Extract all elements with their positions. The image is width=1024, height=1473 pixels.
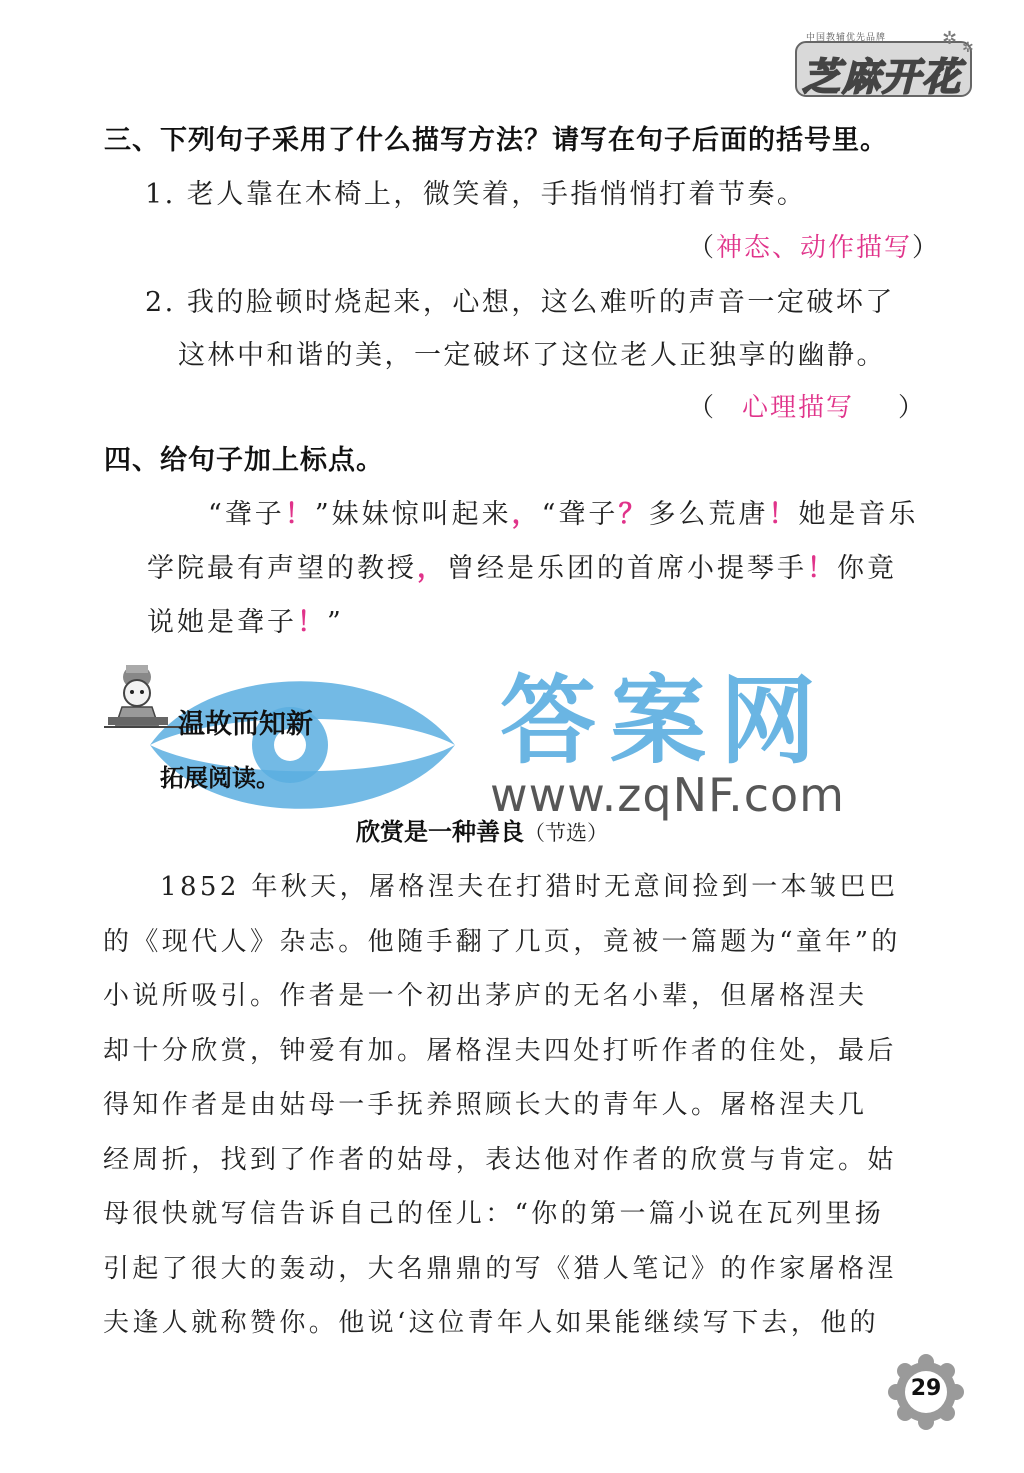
review-banner-title: 温故而知新 [178, 709, 313, 740]
section4-heading: 四、给句子加上标点。 [104, 445, 384, 476]
added-punctuation: ！ [297, 607, 327, 638]
article-line: 却十分欣赏，钟爱有加。屠格涅夫四处打听作者的住处，最后 [103, 1035, 897, 1066]
sentence-text: “聋子 [208, 499, 285, 530]
section4-line3 [147, 600, 344, 639]
sentence-text: 曾经是乐团的首席小提琴手 [447, 553, 807, 584]
section3-heading: 三、下列句子采用了什么描写方法？请写在句子后面的括号里。 [104, 125, 888, 156]
sentence-text: 说她是聋子 [147, 607, 297, 638]
article-title-text: 欣赏是一种善良 [356, 818, 524, 846]
article-line: 的《现代人》杂志。他随手翻了几页，竟被一篇题为“童年”的 [103, 926, 901, 957]
sentence-text: ”妹妹惊叫起来 [314, 499, 512, 530]
added-punctuation: ？ [618, 499, 649, 530]
paren-close: ） [912, 233, 941, 263]
sentence-text: 她是音乐 [798, 499, 919, 530]
section3-item2-line1: 2. 我的脸顿时烧起来，心想，这么难听的声音一定破坏了 [145, 287, 895, 318]
article-line: 引起了很大的轰动，大名鼎鼎的写《猎人笔记》的作家屠格涅 [103, 1253, 897, 1284]
section3-item1: 1. 老人靠在木椅上，微笑着，手指悄悄打着节奏。 [145, 179, 807, 210]
paren-close: ） [898, 393, 927, 423]
article-title [356, 812, 608, 847]
page-number-badge [888, 1354, 964, 1430]
sentence-text: 学院最有声望的教授 [147, 553, 417, 584]
brand-subtitle: 中国教辅优先品牌 [806, 33, 887, 43]
article-line: 母很快就写信告诉自己的侄儿：“你的第一篇小说在瓦列里扬 [103, 1199, 885, 1229]
added-punctuation: ， [417, 553, 447, 584]
brand-logo [792, 22, 987, 102]
section4-line2 [147, 546, 897, 585]
article-line: 夫逢人就称赞你。他说‘这位青年人如果能继续写下去，他的 [103, 1308, 880, 1338]
sentence-text: ” [327, 607, 344, 638]
answer-2: 心理描写 [742, 393, 855, 423]
watermark-text: 答案网 [500, 665, 830, 777]
paren-open: （ [688, 233, 717, 263]
article-title-note: （节选） [524, 821, 608, 845]
sentence-text: “聋子 [541, 499, 619, 530]
brand-name: 芝麻开花 [802, 55, 963, 99]
watermark-url: www.zqNF.com [490, 768, 845, 822]
added-punctuation: ！ [807, 553, 837, 584]
sentence-text: 多么荒唐 [648, 499, 769, 530]
article-line: 经周折，找到了作者的姑母，表达他对作者的欣赏与肯定。姑 [103, 1144, 897, 1175]
added-punctuation: ！ [768, 499, 799, 530]
added-punctuation: ！ [284, 499, 315, 530]
added-punctuation: ， [511, 499, 542, 530]
sentence-text: 你竟 [837, 553, 897, 584]
page-number: 29 [910, 1376, 942, 1401]
section3-answer2-paren [688, 387, 926, 424]
article-line: 小说所吸引。作者是一个初出茅庐的无名小辈，但屠格涅夫 [103, 981, 868, 1011]
review-subtitle: 拓展阅读。 [160, 764, 280, 792]
svg-text:✲: ✲ [942, 28, 958, 49]
article-line: 1852 年秋天，屠格涅夫在打猎时无意间捡到一本皱巴巴 [160, 872, 899, 902]
svg-text:✲: ✲ [962, 40, 974, 56]
section3-item2-line2: 这林中和谐的美，一定破坏了这位老人正独享的幽静。 [178, 340, 886, 371]
paren-open: （ [688, 393, 717, 423]
answer-1: 神态、动作描写 [716, 233, 913, 263]
article-line: 得知作者是由姑母一手抚养照顾长大的青年人。屠格涅夫几 [103, 1090, 868, 1120]
section4-line1 [208, 492, 918, 531]
section3-answer1-paren [688, 227, 940, 264]
